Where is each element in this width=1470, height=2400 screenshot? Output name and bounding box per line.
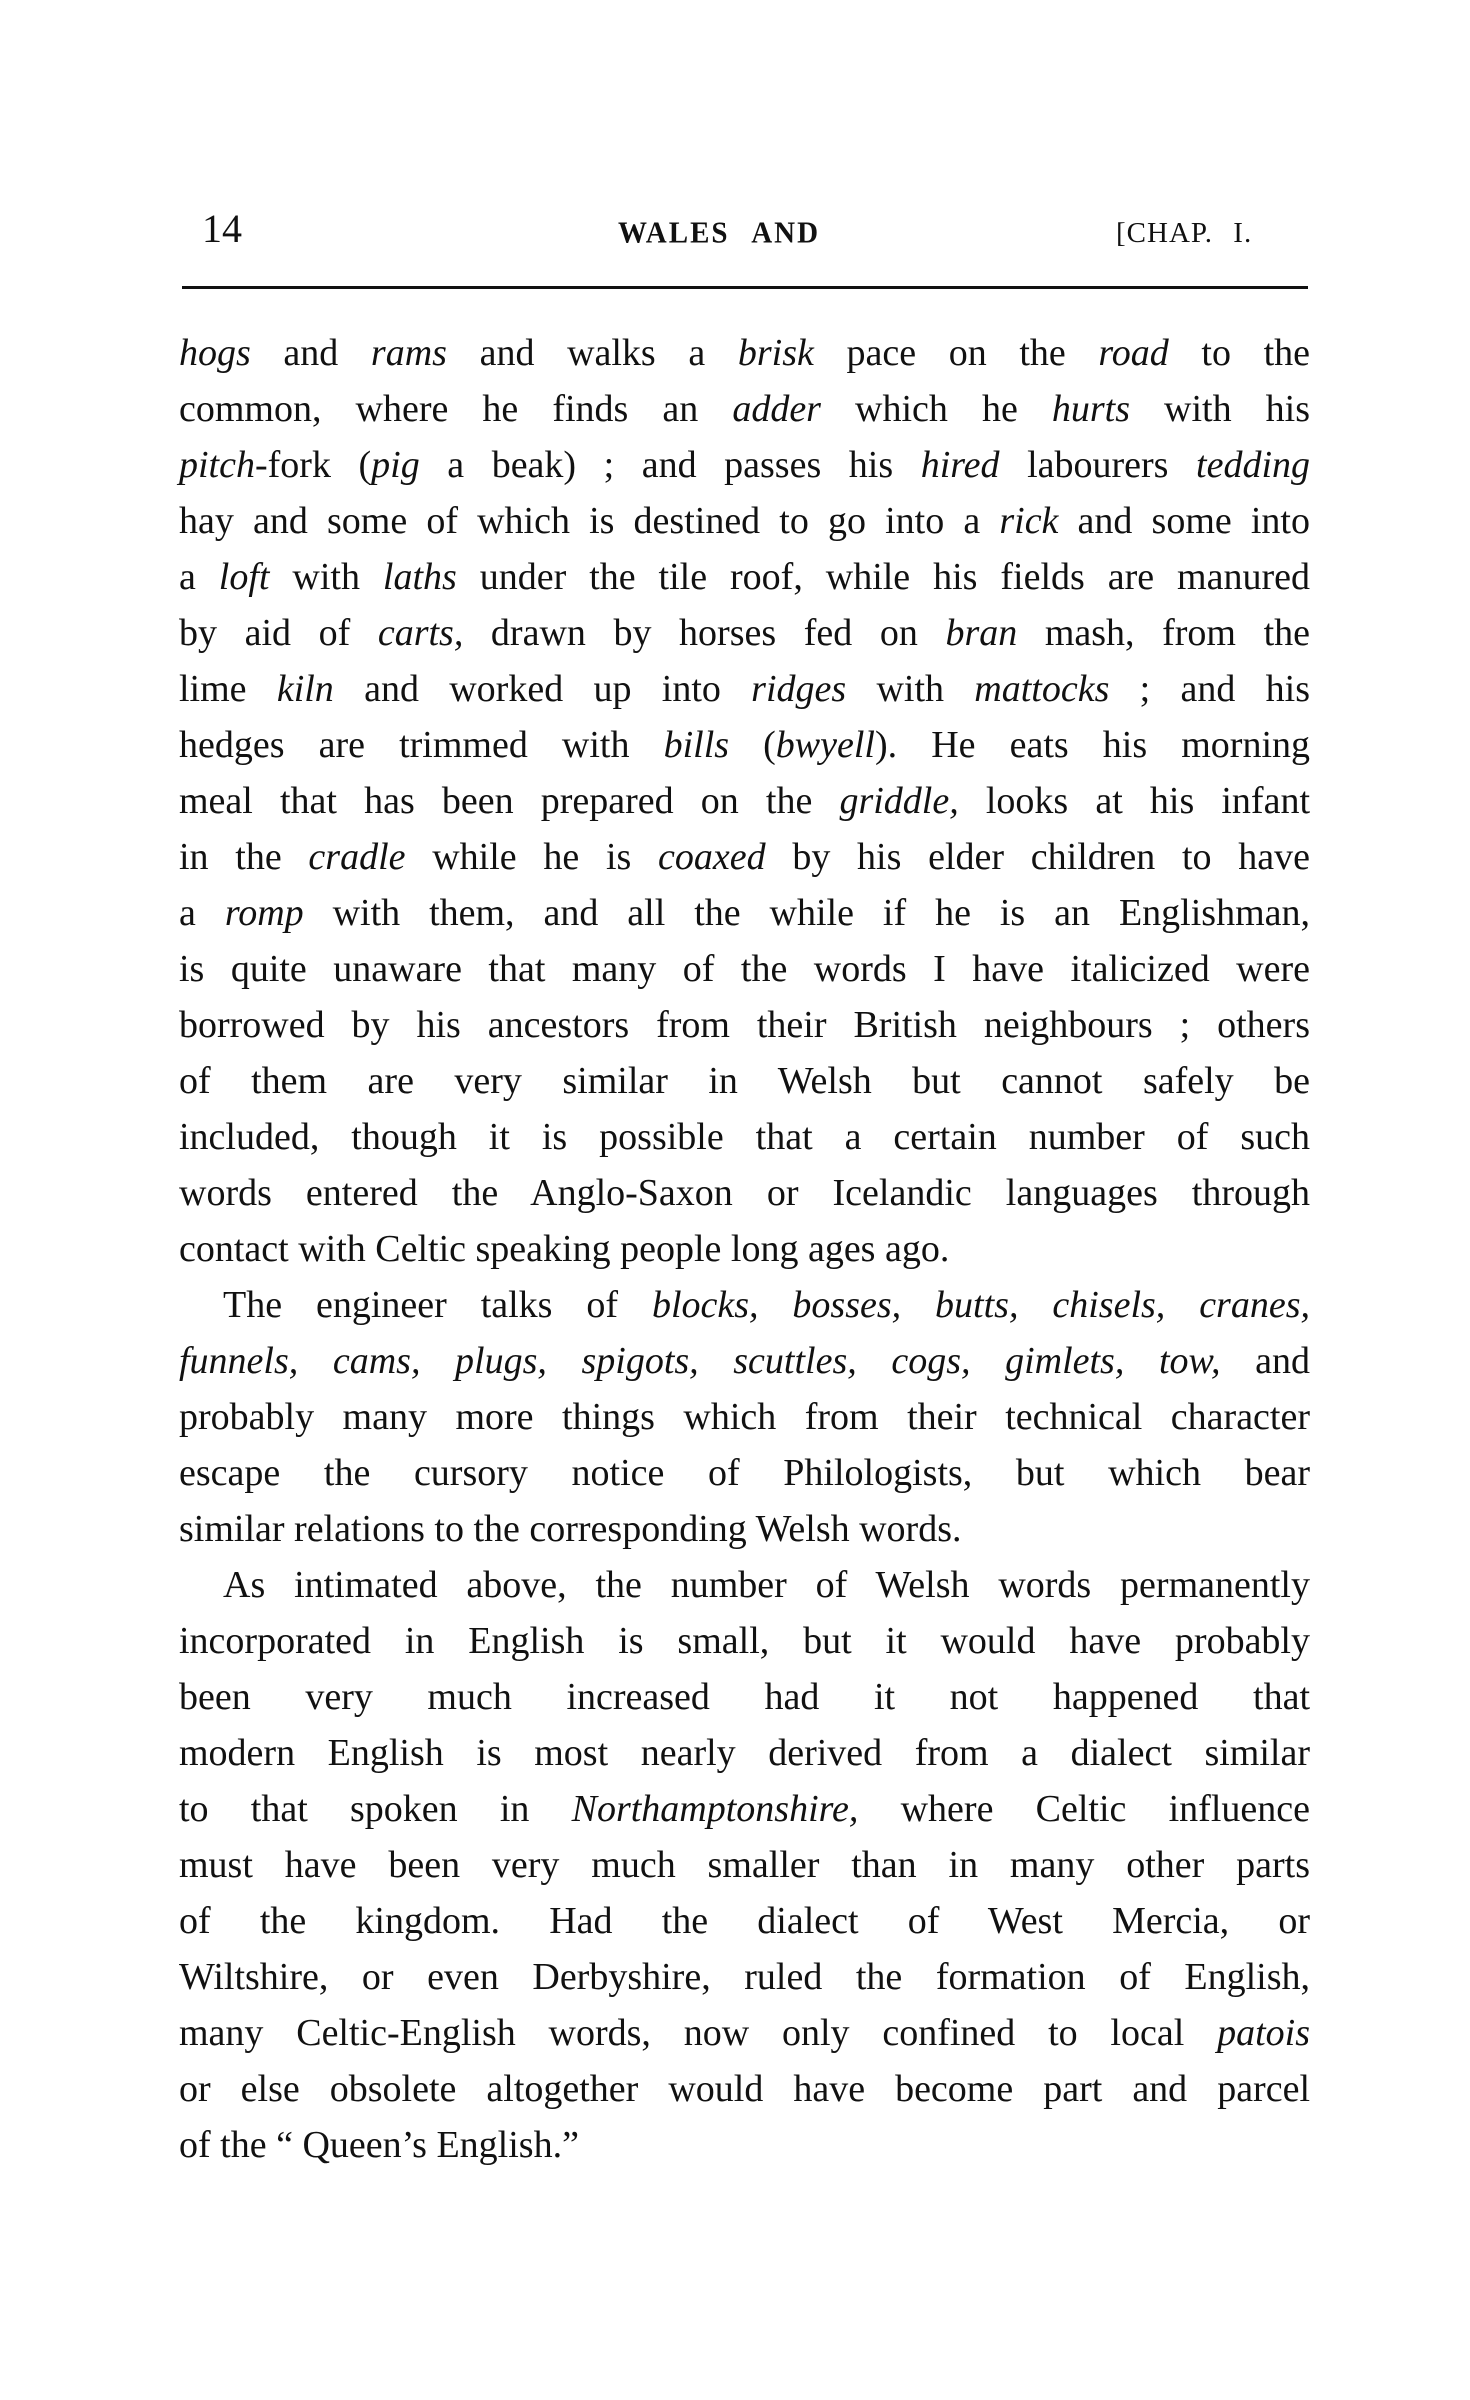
paragraph [179,325,1310,1277]
text-run: of them are very similar in Welsh but cannot safely be [179,1060,1310,1102]
text-run: hedges are trimmed with [179,724,664,766]
italic-term: bills [663,724,730,766]
text-line [179,885,1310,941]
text-run: looks at his infant [958,780,1310,822]
text-line [179,1053,1310,1109]
text-run: with [269,556,383,598]
text-line [179,941,1310,997]
italic-term: rams [370,332,447,374]
text-run: been very much increased had it not happened that [179,1676,1310,1718]
italic-term: romp [224,892,304,934]
text-run: -fork ( [254,444,372,486]
italic-term: carts, [377,612,464,654]
italic-term: hired [920,444,1000,486]
text-line [179,493,1310,549]
text-run: with them, and all the while if he is an Englishman, [303,892,1310,934]
text-run: and walks a [446,332,738,374]
italic-term: road [1098,332,1169,374]
paragraph [179,1277,1310,1557]
text-run: escape the cursory notice of Philologists, but which bear [179,1452,1310,1494]
text-line [179,549,1310,605]
text-line [179,437,1310,493]
italic-term: pitch [179,444,255,486]
italic-term: kiln [276,668,334,710]
text-run: by aid of [179,612,378,654]
italic-term: tedding [1196,444,1310,486]
text-run: which he [820,388,1052,430]
text-run: in the [179,836,309,878]
text-run: borrowed by his ancestors from their British neighbours ; others [179,1004,1310,1046]
text-run: of the “ Queen’s English.” [179,2124,579,2166]
text-run: where Celtic influence [858,1788,1310,1830]
text-line [179,1165,1310,1221]
text-run: pace on the [813,332,1099,374]
text-run: under the tile roof, while his fields are manured [456,556,1310,598]
italic-term: funnels, cams, plugs, spigots, scuttles, cogs, gimlets, tow, [179,1340,1221,1382]
italic-term: griddle, [839,780,959,822]
text-line [179,1613,1310,1669]
text-run: by his elder children to have [765,836,1311,878]
page-number: 14 [202,206,242,251]
text-run: modern English is most nearly derived from a dialect similar [179,1732,1310,1774]
text-line [179,829,1310,885]
text-line [179,1949,1310,2005]
text-run: with his [1130,388,1311,430]
italic-term: adder [732,388,821,430]
text-line [179,381,1310,437]
text-run: probably many more things which from their technical character [179,1396,1310,1438]
text-run: meal that has been prepared on the [179,780,840,822]
italic-term: hurts [1051,388,1130,430]
italic-term: coaxed [658,836,766,878]
text-line [179,605,1310,661]
italic-term: laths [382,556,457,598]
italic-term: brisk [737,332,814,374]
text-run: labourers [999,444,1197,486]
italic-term: pig [371,444,420,486]
text-line [179,1669,1310,1725]
text-run: included, though it is possible that a certain number of such [179,1116,1310,1158]
text-line [179,1557,1310,1613]
text-run: incorporated in English is small, but it would have probably [179,1620,1310,1662]
text-line [179,1501,1310,1557]
text-line [179,1333,1310,1389]
text-line [179,2061,1310,2117]
text-line [179,661,1310,717]
italic-term: Northamptonshire, [571,1788,859,1830]
text-line [179,325,1310,381]
running-head [180,205,1308,253]
text-line [179,1277,1310,1333]
text-run: with [846,668,975,710]
italic-term: hogs [179,332,251,374]
text-line [179,1837,1310,1893]
text-line [179,1893,1310,1949]
text-run: many Celtic-English words, now only confined to local [179,2012,1218,2054]
text-run: and worked up into [333,668,752,710]
chapter-label: [CHAP. I. [1116,217,1253,249]
body-text [179,325,1310,2173]
text-line [179,2117,1310,2173]
text-line [179,1445,1310,1501]
text-line [179,773,1310,829]
italic-term: mattocks [974,668,1110,710]
italic-term: patois [1217,2012,1310,2054]
text-run: to that spoken in [179,1788,572,1830]
text-line [179,997,1310,1053]
text-line [179,1725,1310,1781]
text-line [179,1109,1310,1165]
text-run: a [179,892,225,934]
text-run: of the kingdom. Had the dialect of West Mercia, or [179,1900,1310,1942]
header-rule [182,286,1308,289]
text-run: As intimated above, the number of Welsh words permanently [223,1564,1310,1606]
text-run: common, where he finds an [179,388,733,430]
text-run: and [250,332,371,374]
text-run: and some into [1058,500,1310,542]
text-run: ). He eats his morning [875,724,1311,766]
text-run: a beak) ; and passes his [419,444,921,486]
text-run: is quite unaware that many of the words I have italicized were [179,948,1310,990]
italic-term: loft [218,556,270,598]
text-run: while he is [405,836,659,878]
text-run: must have been very much smaller than in many other parts [179,1844,1310,1886]
text-run: mash, from the [1017,612,1310,654]
text-line [179,2005,1310,2061]
italic-term: bwyell [775,724,875,766]
text-line [179,1781,1310,1837]
text-run: Wiltshire, or even Derbyshire, ruled the formation of English, [179,1956,1310,1998]
italic-term: rick [999,500,1059,542]
text-line [179,1221,1310,1277]
text-run: or else obsolete altogether would have become part and parcel [179,2068,1310,2110]
text-run: a [179,556,219,598]
text-run: ( [729,724,776,766]
text-line [179,1389,1310,1445]
text-run: ; and his [1109,668,1310,710]
text-line [179,717,1310,773]
text-run: and [1220,1340,1310,1382]
text-run: contact with Celtic speaking people long ages ago. [179,1228,950,1270]
text-run: lime [179,668,277,710]
text-run: to the [1168,332,1310,374]
italic-term: bran [945,612,1018,654]
italic-term: cradle [308,836,406,878]
italic-term: ridges [751,668,847,710]
text-run: drawn by horses fed on [463,612,946,654]
paragraph [179,1557,1310,2173]
italic-term: blocks, bosses, butts, chisels, cranes, [651,1284,1310,1326]
text-run: similar relations to the corresponding Welsh words. [179,1508,962,1550]
text-run: words entered the Anglo-Saxon or Icelandic languages through [179,1172,1310,1214]
text-run: The engineer talks of [223,1284,652,1326]
running-title: WALES AND [618,216,821,250]
text-run: hay and some of which is destined to go into a [179,500,1000,542]
